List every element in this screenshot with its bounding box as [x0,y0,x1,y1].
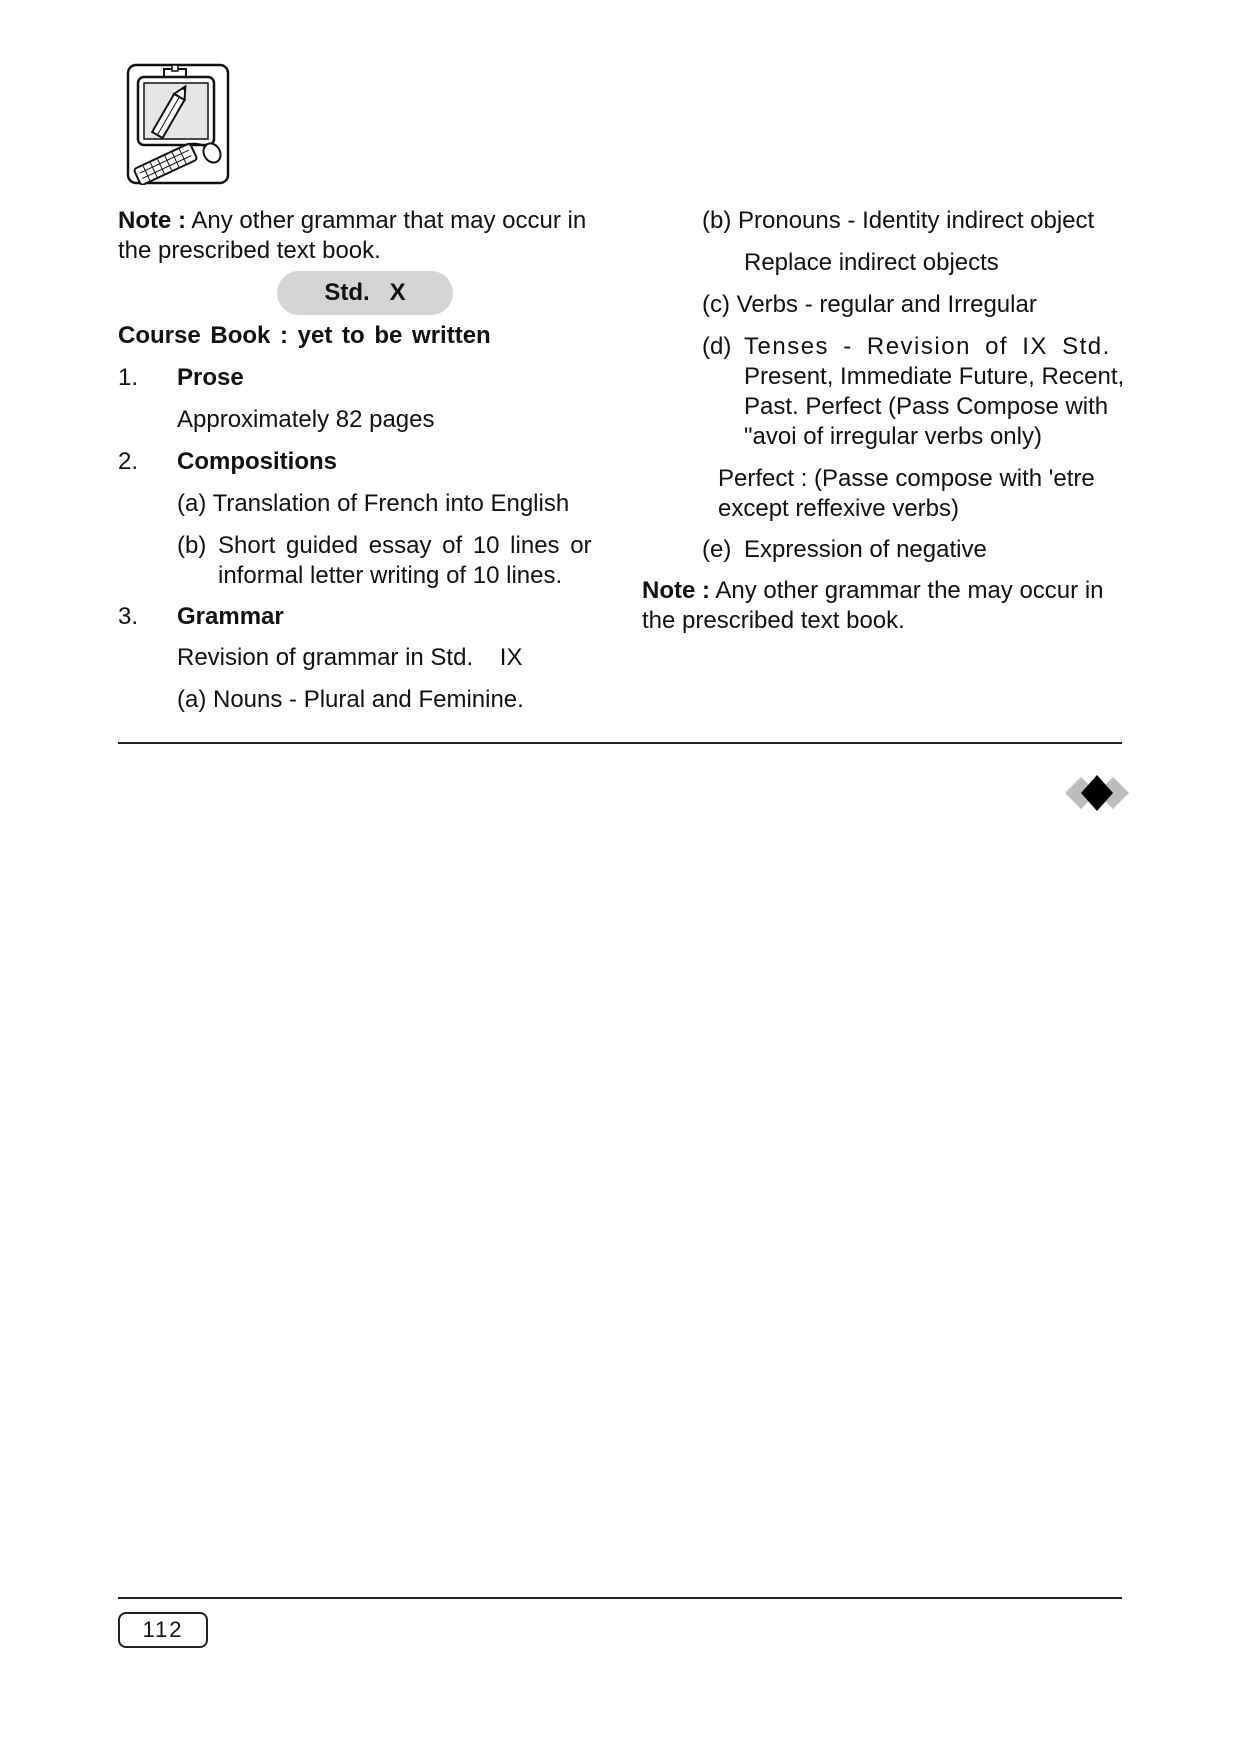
page-number: 112 [118,1612,208,1648]
tenses-line1: Tenses - Revision of IX Std. [744,333,1111,360]
negative-item: Expression of negative [744,536,987,563]
std-label: Std. [324,279,370,306]
compositions-item-b [218,531,598,591]
note-block-left [118,206,608,266]
pronouns-item: (b) Pronouns - Identity indirect object [702,207,1095,234]
note-label: Note : [642,577,710,604]
verbs-item: (c) Verbs - regular and Irregular [702,291,1037,318]
grammar-detail: Revision of grammar in Std. IX [177,644,523,671]
perfect-line1: Perfect : (Passe compose with 'etre [718,465,1095,492]
tenses-line2: Present, Immediate Future, Recent, [744,363,1125,390]
tenses-line3: Past. Perfect (Pass Compose with [744,393,1109,420]
perfect-note [718,464,1122,524]
note-block-right [642,576,1132,636]
grammar-item-a: (a) Nouns - Plural and Feminine. [177,686,524,713]
pronouns-detail: Replace indirect objects [744,249,999,276]
footer-rule [118,1597,1122,1599]
tenses-line4: "avoi of irregular verbs only) [744,423,1042,450]
perfect-line2: except reffexive verbs) [718,495,959,522]
computer-drawing-icon [126,63,230,185]
prose-heading: Prose [177,364,244,391]
course-book-heading: Course Book : yet to be written [118,322,491,349]
tenses-label: (d) [702,333,732,360]
std-value: X [389,279,406,306]
compositions-b-line2: informal letter writing of 10 lines. [218,562,563,589]
grammar-heading: Grammar [177,603,284,630]
compositions-heading: Compositions [177,448,337,475]
prose-detail: Approximately 82 pages [177,406,435,433]
negative-label: (e) [702,536,732,563]
note-label: Note : [118,207,186,234]
note-text: Any other grammar the may occur in [715,577,1104,604]
note-text-continued: the prescribed text book. [118,237,381,264]
note-text-continued: the prescribed text book. [642,607,905,634]
item-number: 2. [118,448,139,475]
compositions-b-line1: Short guided essay of 10 lines or [218,532,592,559]
compositions-item-b-label: (b) [177,532,207,559]
note-text: Any other grammar that may occur in [191,207,587,234]
tenses-item [744,332,1125,452]
item-number: 1. [118,364,139,391]
diamond-ornament-icon [1065,773,1129,813]
std-badge [277,271,453,315]
compositions-item-a: (a) Translation of French into English [177,490,570,517]
item-number: 3. [118,603,139,630]
section-divider [118,742,1122,744]
